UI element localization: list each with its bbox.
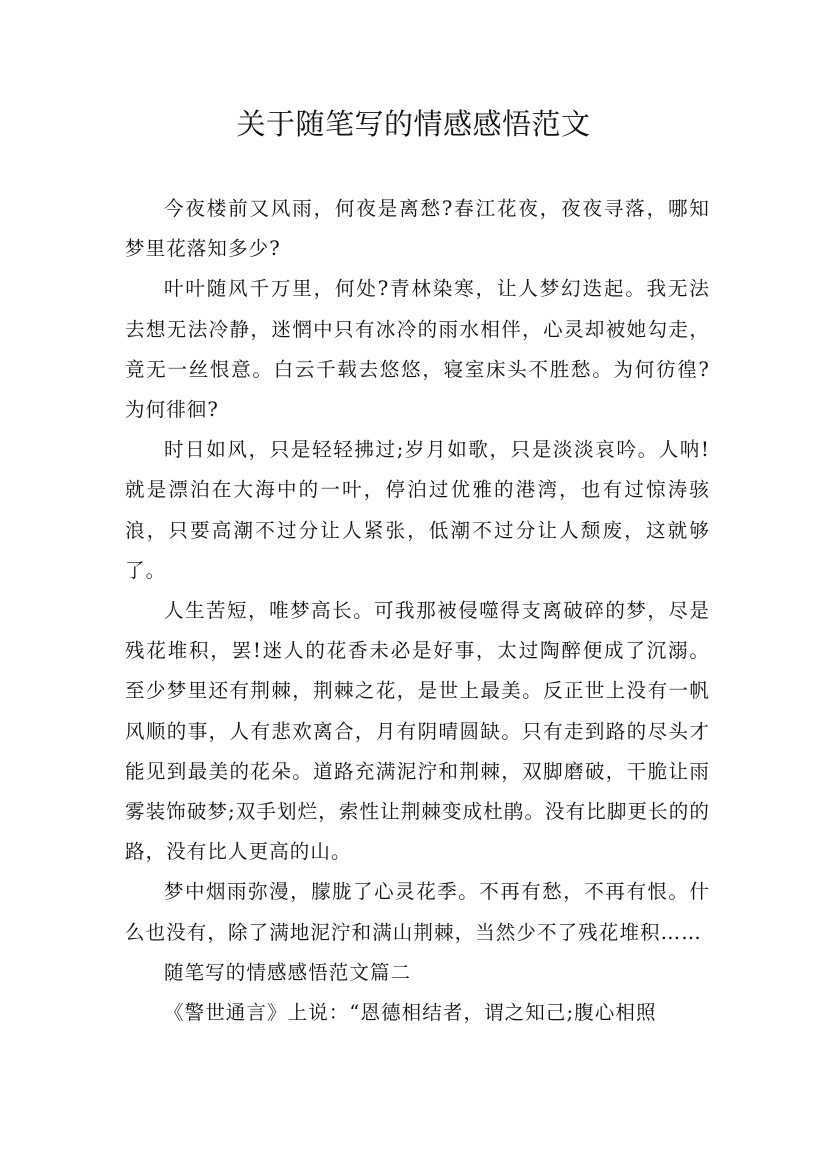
paragraph-4: 人生苦短，唯梦高长。可我那被侵噬得支离破碎的梦，尽是残花堆积，罢!迷人的花香未必是好事，太过陶醉便成了沉溺。至少梦里还有荆棘，荆棘之花，是世上最美。反正世上没有一帆风顺的事，人有悲欢离合，月有阴晴圆缺。只有走到路的尽头才能见到最美的花朵。道路充满泥泞和荆棘，双脚磨破，干脆让雨雾装饰破梦;双手划烂，索性让荆棘变成杜鹃。没有比脚更长的的路，没有比人更高的山。 — [125, 599, 710, 864]
paragraph-6: 《警世通言》上说：“恩德相结者，谓之知己;腹心相照 — [164, 1001, 657, 1025]
document-body — [125, 189, 710, 1033]
paragraph-5: 梦中烟雨弥漫，朦胧了心灵花季。不再有愁，不再有恨。什么也没有，除了满地泥泞和满山荆棘，当然少不了残花堆积…… — [125, 880, 710, 944]
document-title: 关于随笔写的情感感悟范文 — [236, 107, 591, 141]
paragraph-2: 叶叶随风千万里，何处?青林染寒，让人梦幻迭起。我无法去想无法冷静，迷惘中只有冰冷的雨水相伴，心灵却被她勾走，竟无一丝恨意。白云千载去悠悠，寝室床头不胜愁。为何彷徨?为何徘徊? — [125, 277, 710, 422]
paragraph-3: 时日如风，只是轻轻拂过;岁月如歌，只是淡淡哀吟。人呐!就是漂泊在大海中的一叶，停泊过优雅的港湾，也有过惊涛骇浪，只要高潮不过分让人紧张，低潮不过分让人颓废，这就够了。 — [125, 438, 710, 582]
paragraph-1: 今夜楼前又风雨，何夜是离愁?春江花夜，夜夜寻落，哪知梦里花落知多少? — [125, 197, 710, 261]
section-heading-2: 随笔写的情感感悟范文篇二 — [164, 960, 412, 984]
